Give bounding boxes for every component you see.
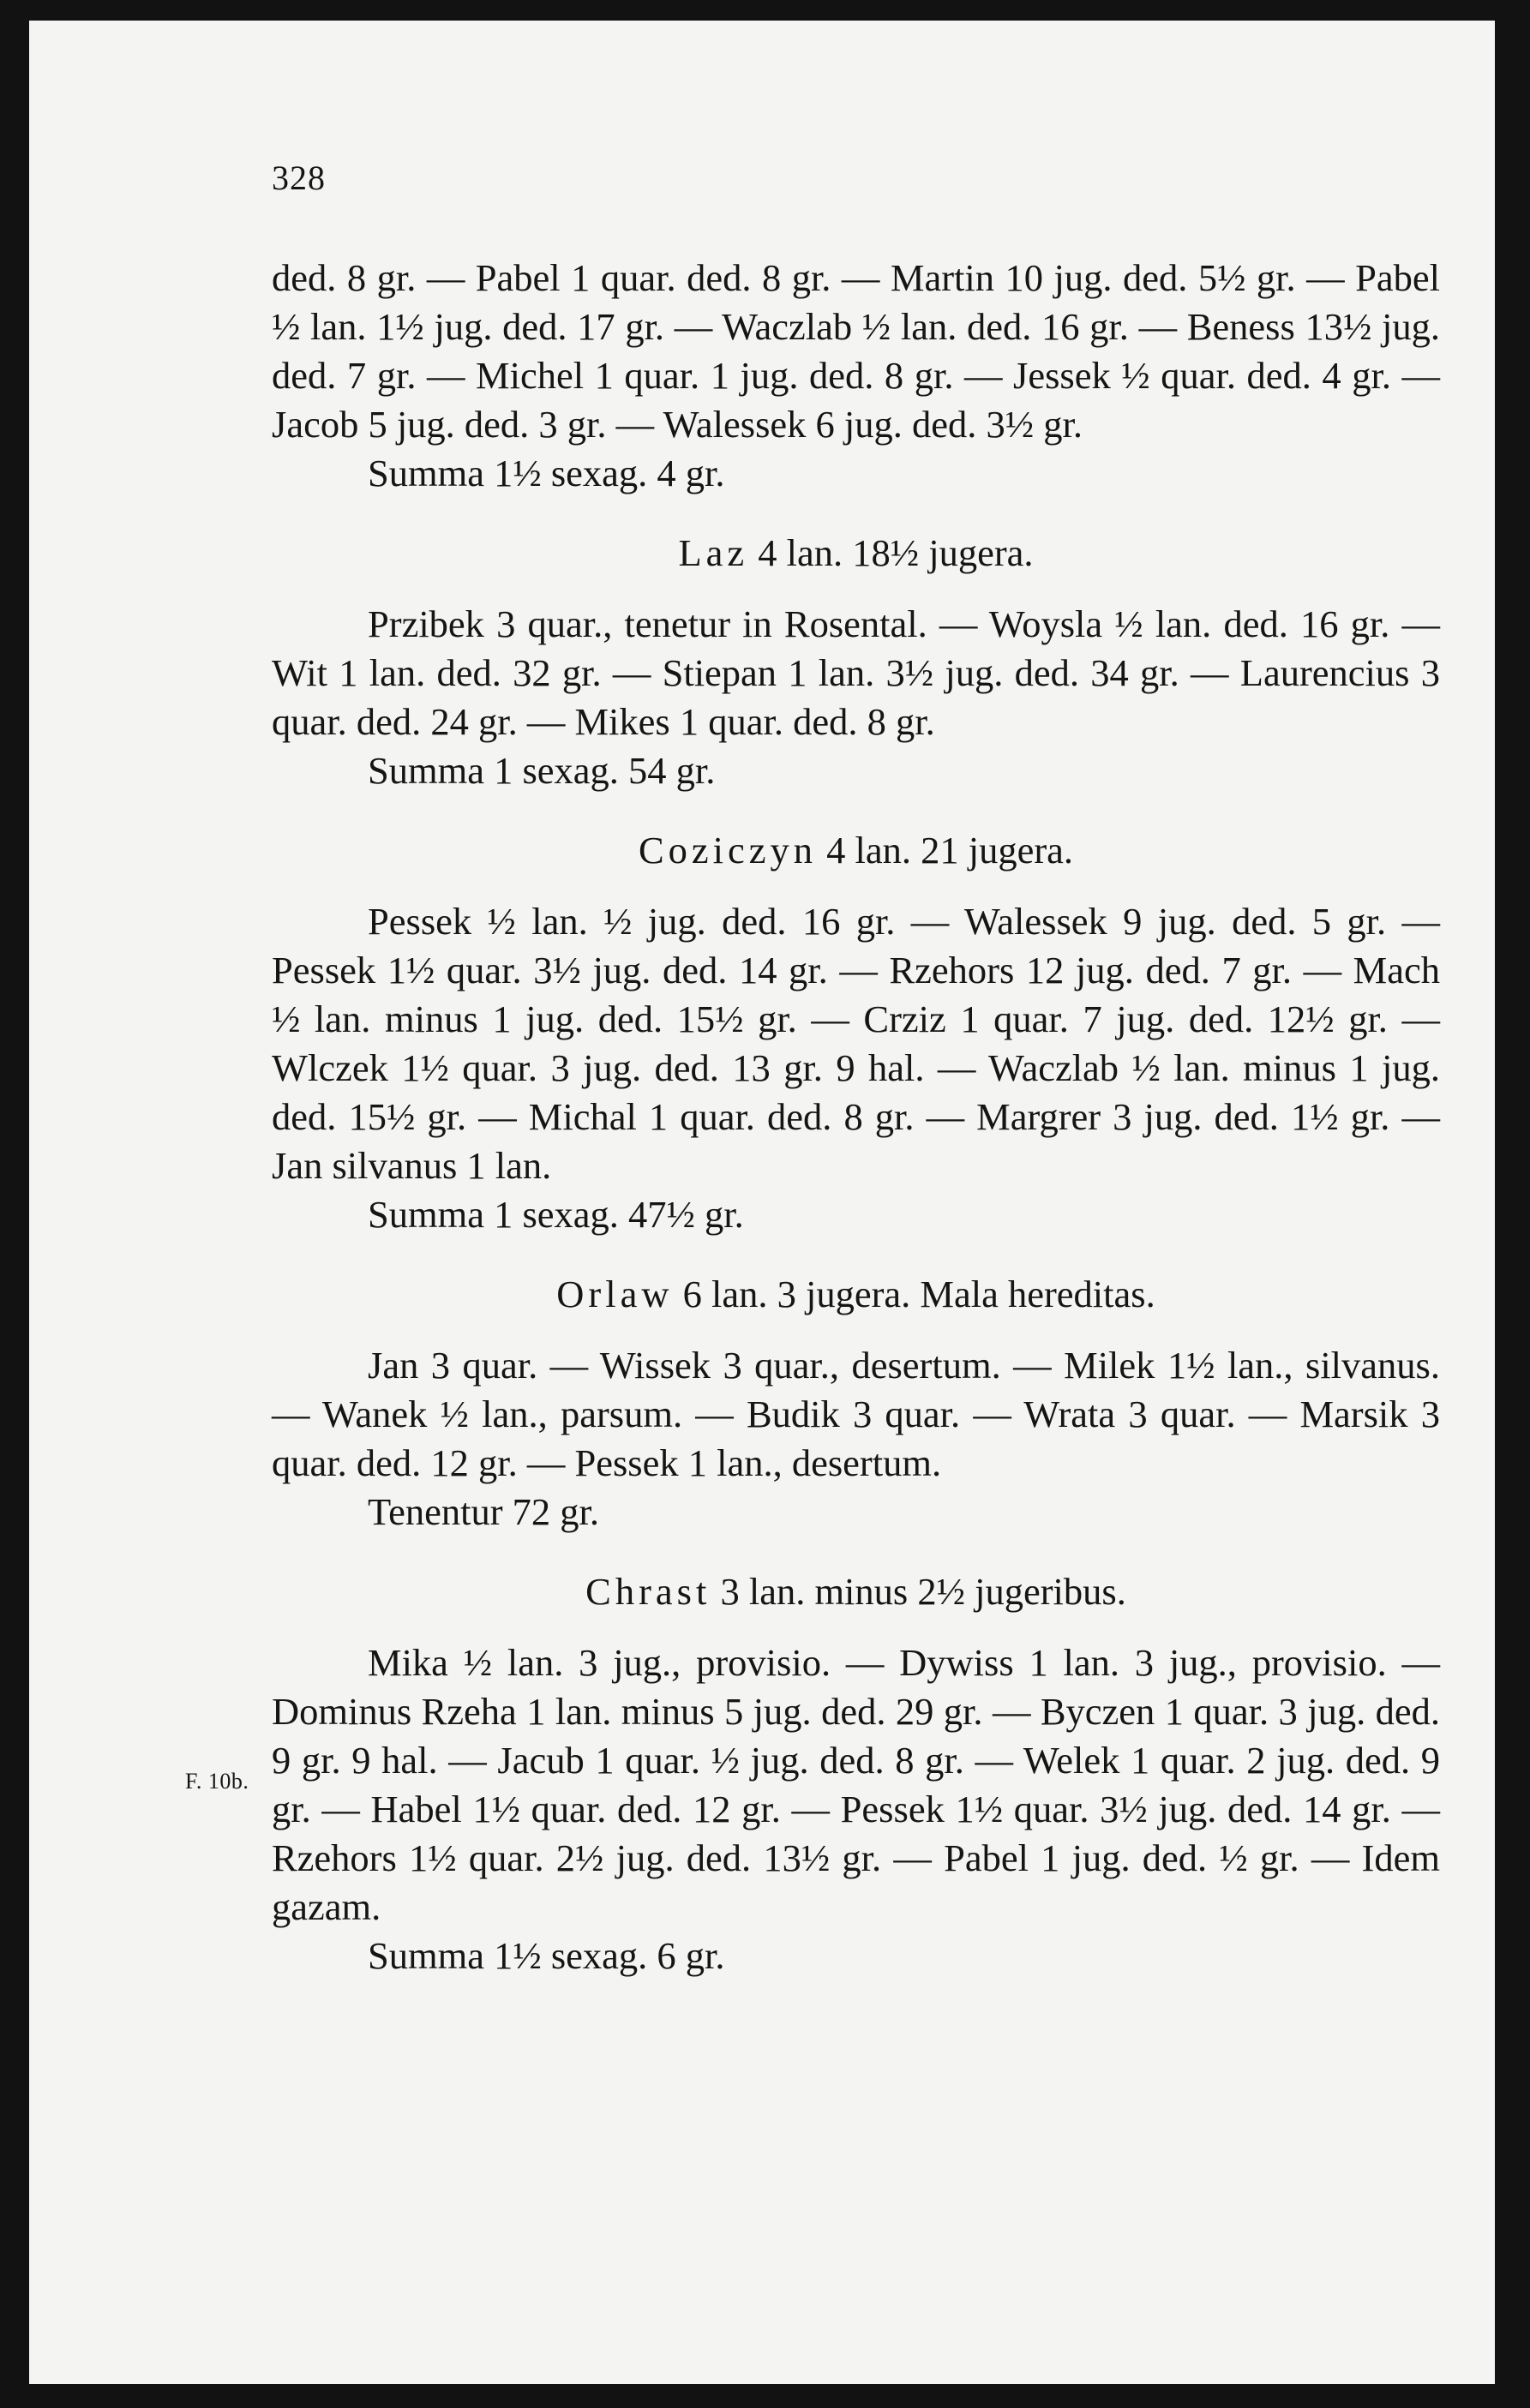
summary-line: Summa 1½ sexag. 6 gr. (368, 1934, 725, 1977)
section-heading (272, 529, 1440, 578)
margin-note: F. 10b. (185, 1769, 249, 1794)
document-page (29, 21, 1495, 2384)
section-heading (272, 1567, 1440, 1616)
summary-line: Summa 1 sexag. 54 gr. (368, 749, 716, 792)
place-name: Laz (678, 531, 749, 574)
entry-paragraph: Przibek 3 quar., tenetur in Rosental. — Woysla ½ lan. ded. 16 gr. — Wit 1 lan. ded. 32 gr. — Stiepan 1 lan. 3½ jug. ded. 34 gr. — Laurencius 3 quar. ded. 24 gr. — Mikes 1 quar. ded. 8 gr. (272, 602, 1440, 743)
summary-line: Tenentur 72 gr. (368, 1490, 599, 1533)
place-name: Coziczyn (638, 829, 817, 872)
entry-paragraph: ded. 8 gr. — Pabel 1 quar. ded. 8 gr. — Martin 10 jug. ded. 5½ gr. — Pabel ½ lan. 1½ jug. ded. 17 gr. — Waczlab ½ lan. ded. 16 gr. — Beness 13½ jug. ded. 7 gr. — Michel 1 quar. 1 jug. ded. 8 gr. — Jessek ½ quar. ded. 4 gr. — Jacob 5 jug. ded. 3 gr. — Walessek 6 jug. ded. 3½ gr. (272, 256, 1440, 446)
entry-paragraph: Mika ½ lan. 3 jug., provisio. — Dywiss 1 lan. 3 jug., provisio. — Dominus Rzeha 1 lan. minus 5 jug. ded. 29 gr. — Byczen 1 quar. 3 jug. ded. 9 gr. 9 hal. — Jacub 1 quar. ½ jug. ded. 8 gr. — Welek 1 quar. 2 jug. ded. 9 gr. — Habel 1½ quar. ded. 12 gr. — Pessek 1½ quar. 3½ jug. ded. 14 gr. — Rzehors 1½ quar. 2½ jug. ded. 13½ gr. — Pabel 1 jug. ded. ½ gr. — Idem gazam. (272, 1641, 1440, 1928)
place-name: Chrast (585, 1570, 711, 1613)
heading-detail: 4 lan. 21 jugera. (817, 829, 1074, 872)
heading-detail: 6 lan. 3 jugera. Mala hereditas. (673, 1273, 1155, 1315)
entry-paragraph: Jan 3 quar. — Wissek 3 quar., desertum. — Milek 1½ lan., silvanus. — Wanek ½ lan., parsum. — Budik 3 quar. — Wrata 3 quar. — Marsik 3 quar. ded. 12 gr. — Pessek 1 lan., desertum. (272, 1344, 1440, 1484)
summary-line: Summa 1 sexag. 47½ gr. (368, 1193, 744, 1236)
heading-detail: 3 lan. minus 2½ jugeribus. (711, 1570, 1126, 1613)
section-heading (272, 826, 1440, 875)
page-number: 328 (272, 159, 326, 197)
section-heading (272, 1270, 1440, 1319)
heading-detail: 4 lan. 18½ jugera. (748, 531, 1034, 574)
summary-line: Summa 1½ sexag. 4 gr. (368, 452, 725, 494)
entry-paragraph: Pessek ½ lan. ½ jug. ded. 16 gr. — Walessek 9 jug. ded. 5 gr. — Pessek 1½ quar. 3½ jug. ded. 14 gr. — Rzehors 12 jug. ded. 7 gr. — Mach ½ lan. minus 1 jug. ded. 15½ gr. — Crziz 1 quar. 7 jug. ded. 12½ gr. — Wlczek 1½ quar. 3 jug. ded. 13 gr. 9 hal. — Waczlab ½ lan. minus 1 jug. ded. 15½ gr. — Michal 1 quar. ded. 8 gr. — Margrer 3 jug. ded. 1½ gr. — Jan silvanus 1 lan. (272, 900, 1440, 1187)
document-body (272, 254, 1440, 1980)
place-name: Orlaw (556, 1273, 674, 1315)
